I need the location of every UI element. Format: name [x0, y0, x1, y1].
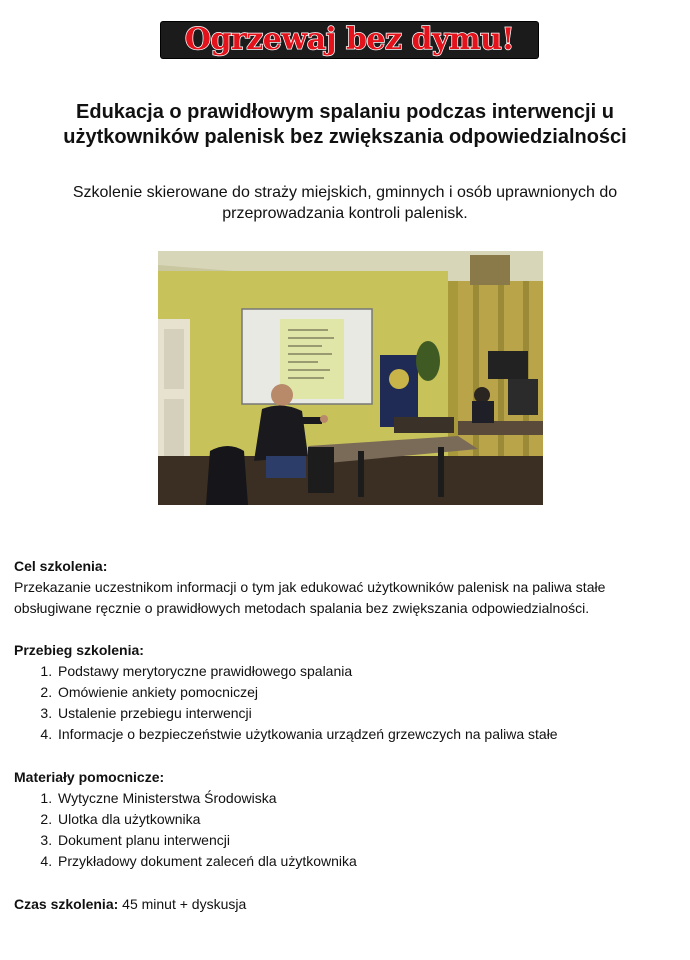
- time-section: [14, 894, 674, 915]
- time-value: 45 minut + dyskusja: [122, 896, 247, 912]
- training-photo-illustration: [158, 251, 543, 505]
- goal-section: [14, 556, 674, 619]
- goal-text: Przekazanie uczestnikom informacji o tym jak edukować użytkowników palenisk na paliwa stałe obsługiwane ręcznie o prawidłowych metodach spalania bez zwiększania odpowiedzialności.: [14, 579, 606, 616]
- page-title: Edukacja o prawidłowym spalaniu podczas interwencji u użytkowników palenisk bez zwiększania odpowiedzialności: [63, 101, 627, 148]
- goal-heading: Cel szkolenia:: [14, 558, 108, 574]
- course-list: [14, 661, 674, 745]
- training-photo: [158, 251, 543, 505]
- materials-section: [14, 767, 674, 872]
- page-subtitle: Szkolenie skierowane do straży miejskich, gminnych i osób uprawnionych do przeprowadzania kontroli palenisk.: [72, 184, 618, 222]
- list-item: 4. Informacje o bezpieczeństwie użytkowania urządzeń grzewczych na paliwa stałe: [56, 724, 674, 745]
- list-item: 2. Omówienie ankiety pomocniczej: [56, 682, 674, 703]
- list-item: 1. Wytyczne Ministerstwa Środowiska: [56, 788, 674, 809]
- materials-list: [14, 788, 674, 872]
- list-item: 2. Ulotka dla użytkownika: [56, 809, 674, 830]
- banner-logo: [161, 22, 538, 58]
- list-item: 4. Przykładowy dokument zaleceń dla użytkownika: [56, 851, 674, 872]
- list-item: 3. Dokument planu interwencji: [56, 830, 674, 851]
- course-heading: Przebieg szkolenia:: [14, 642, 144, 658]
- banner-text: Ogrzewaj bez dymu!: [184, 22, 515, 57]
- list-item: 3. Ustalenie przebiegu interwencji: [56, 703, 674, 724]
- time-label: Czas szkolenia:: [14, 896, 119, 912]
- list-item: 1. Podstawy merytoryczne prawidłowego spalania: [56, 661, 674, 682]
- materials-heading: Materiały pomocnicze:: [14, 769, 165, 785]
- course-section: [14, 640, 674, 745]
